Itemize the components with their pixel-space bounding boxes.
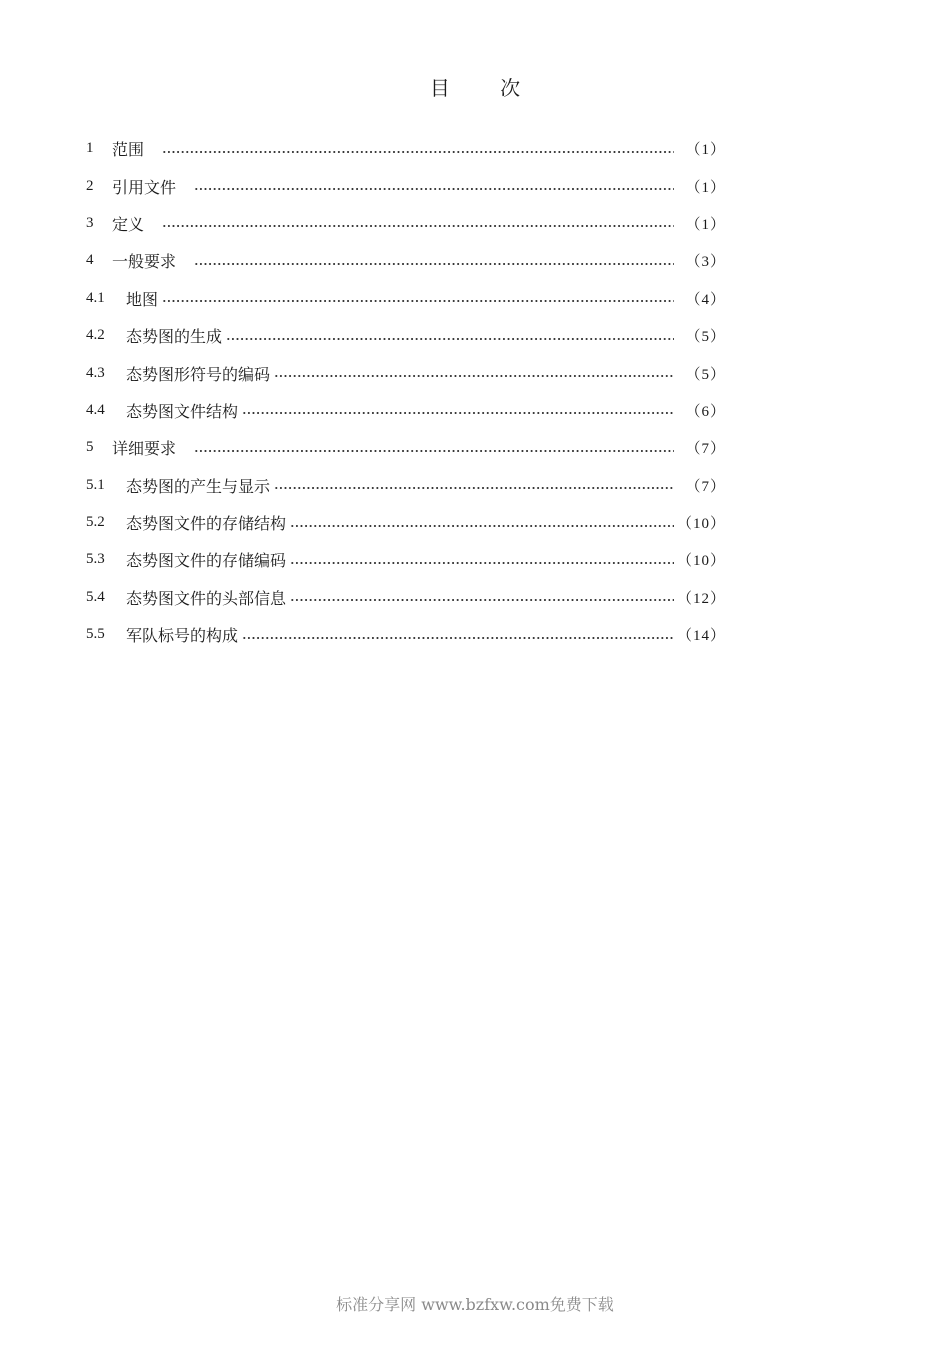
footer-watermark-text: 标准分享网 www.bzfxw.com免费下载 [336, 1295, 614, 1314]
toc-entry-number: 4.3 [86, 364, 105, 381]
toc-entry-page: （5） [685, 366, 726, 383]
toc-entry[interactable] [86, 130, 726, 167]
toc-entry-label: 详细要求 [112, 439, 177, 459]
toc-entry-number: 5.4 [86, 588, 105, 605]
toc-title: 目 次 [429, 76, 543, 100]
dot-leader [162, 223, 674, 229]
toc-entry-label: 一般要求 [112, 252, 177, 272]
toc-entry-number: 3 [86, 214, 94, 231]
toc-entry-page: （1） [685, 142, 726, 159]
toc-entry-label: 军队标号的构成 [126, 626, 239, 646]
toc-entry-number: 4.1 [86, 289, 105, 306]
toc-entry-number: 4 [86, 252, 94, 269]
toc-entry[interactable] [86, 242, 726, 279]
toc-entry[interactable] [86, 392, 726, 429]
toc-entry-label: 态势图的产生与显示 [126, 476, 271, 496]
dot-leader [194, 186, 674, 192]
toc-entry-label: 定义 [112, 214, 145, 234]
dot-leader [242, 635, 674, 641]
dot-leader [226, 336, 674, 342]
toc-entry-label: 态势图文件的存储编码 [126, 551, 287, 571]
toc-entry-label: 地图 [126, 289, 159, 309]
toc-entry-page: （10） [676, 516, 726, 533]
toc-entry-page: （6） [685, 403, 726, 420]
toc-entry-label: 引用文件 [112, 177, 177, 197]
toc-entry-number: 2 [86, 177, 94, 194]
toc-entry[interactable] [86, 354, 726, 391]
toc-entry[interactable] [86, 504, 726, 541]
dot-leader [290, 560, 674, 566]
toc-entry[interactable] [86, 317, 726, 354]
toc-entry-page: （1） [685, 216, 726, 233]
toc-entry-number: 1 [86, 140, 94, 157]
toc-entry[interactable] [86, 616, 726, 653]
toc-entry-page: （3） [685, 254, 726, 271]
toc-entry-number: 4.4 [86, 401, 105, 418]
toc-entry-page: （1） [685, 179, 726, 196]
table-of-contents [86, 130, 726, 653]
dot-leader [274, 485, 674, 491]
toc-entry-label: 态势图文件的头部信息 [126, 588, 287, 608]
toc-entry-page: （5） [685, 329, 726, 346]
dot-leader [194, 448, 674, 454]
toc-entry[interactable] [86, 467, 726, 504]
toc-entry-number: 5.3 [86, 551, 105, 568]
toc-entry-label: 态势图的生成 [126, 327, 223, 347]
toc-entry-page: （7） [685, 441, 726, 458]
toc-entry[interactable] [86, 280, 726, 317]
toc-entry-label: 范围 [112, 140, 145, 160]
dot-leader [194, 261, 674, 267]
toc-entry[interactable] [86, 429, 726, 466]
toc-entry-number: 5.1 [86, 476, 105, 493]
toc-entry-page: （4） [685, 291, 726, 308]
toc-entry-page: （7） [685, 478, 726, 495]
dot-leader [290, 523, 674, 529]
toc-entry-page: （12） [676, 590, 726, 607]
dot-leader [274, 373, 674, 379]
toc-entry-page: （10） [676, 553, 726, 570]
toc-entry-number: 5.5 [86, 626, 105, 643]
dot-leader [162, 149, 674, 155]
toc-entry-label: 态势图形符号的编码 [126, 364, 271, 384]
toc-entry-number: 5 [86, 439, 94, 456]
toc-entry[interactable] [86, 205, 726, 242]
toc-entry[interactable] [86, 579, 726, 616]
dot-leader [242, 410, 674, 416]
toc-entry[interactable] [86, 167, 726, 204]
toc-entry-label: 态势图文件结构 [126, 401, 239, 421]
toc-entry-label: 态势图文件的存储结构 [126, 514, 287, 534]
toc-entry-number: 5.2 [86, 514, 105, 531]
toc-entry-number: 4.2 [86, 327, 105, 344]
dot-leader [162, 298, 674, 304]
dot-leader [290, 597, 674, 603]
toc-entry-page: （14） [676, 628, 726, 645]
toc-entry[interactable] [86, 541, 726, 578]
